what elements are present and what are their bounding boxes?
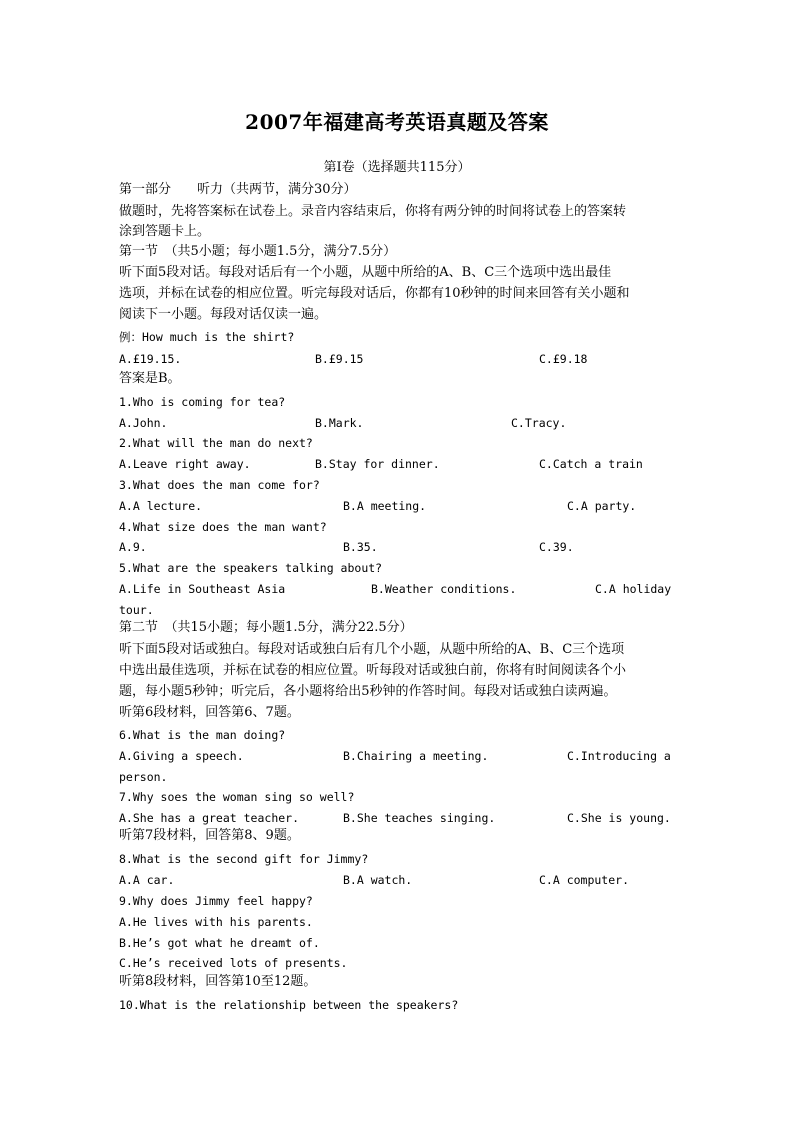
- option-b: B.Chairing a meeting.: [343, 749, 489, 763]
- option-a: A.John.: [119, 416, 168, 430]
- section1-instruction-2: 选项，并标在试卷的相应位置。听完每段对话后，你都有10秒钟的时间来回答有关小题和: [119, 286, 630, 301]
- example-answer: 答案是B。: [119, 371, 181, 386]
- option-c: C.Introducing a: [567, 749, 671, 763]
- question-5-option-c-continued: tour.: [119, 603, 154, 617]
- option-a: A.A lecture.: [119, 499, 203, 513]
- option-a: A.£19.15.: [119, 352, 182, 366]
- option-a: A.A car.: [119, 873, 175, 887]
- question-1: 1.Who is coming for tea?: [119, 395, 286, 409]
- option-a: A.Leave right away.: [119, 457, 251, 471]
- part1-instruction-2: 涂到答题卡上。: [119, 224, 211, 239]
- question-6-option-c-continued: person.: [119, 770, 168, 784]
- question-9: 9.Why does Jimmy feel happy?: [119, 894, 313, 908]
- section2-heading: 第二节 （共15小题；每小题1.5分，满分22.5分）: [119, 620, 413, 635]
- option-c: C.A party.: [567, 499, 637, 513]
- question-5: 5.What are the speakers talking about?: [119, 561, 383, 575]
- question-10: 10.What is the relationship between the speakers?: [119, 998, 459, 1012]
- question-7: 7.Why soes the woman sing so well?: [119, 790, 355, 804]
- option-a: A.Life in Southeast Asia: [119, 582, 286, 596]
- section1-instruction-3: 阅读下一小题。每段对话仅读一遍。: [119, 307, 328, 322]
- option-b: B.A meeting.: [343, 499, 427, 513]
- question-4: 4.What size does the man want?: [119, 520, 327, 534]
- option-b: B.35.: [343, 540, 378, 554]
- page-title: 2007年福建高考英语真题及答案: [245, 110, 549, 134]
- material-6-heading: 听第6段材料，回答第6、7题。: [119, 705, 300, 720]
- section2-instruction-1: 听下面5段对话或独白。每段对话或独白后有几个小题，从题中所给的A、B、C三个选项: [119, 642, 625, 657]
- option-b: B.Weather conditions.: [371, 582, 517, 596]
- part1-heading: 第一部分 听力（共两节，满分30分）: [119, 182, 357, 197]
- part1-instruction-1: 做题时，先将答案标在试卷上。录音内容结束后，你将有两分钟的时间将试卷上的答案转: [119, 204, 627, 219]
- question-8: 8.What is the second gift for Jimmy?: [119, 852, 369, 866]
- question-2: 2.What will the man do next?: [119, 436, 313, 450]
- option-a: A.9.: [119, 540, 147, 554]
- option-c: C.39.: [539, 540, 574, 554]
- option-b: B.Mark.: [315, 416, 364, 430]
- section2-instruction-3: 题，每小题5秒钟；听完后，各小题将给出5秒钟的作答时间。每段对话或独白读两遍。: [119, 684, 617, 699]
- option-c: C.Catch a train: [539, 457, 643, 471]
- option-b: B.Stay for dinner.: [315, 457, 440, 471]
- option-c: C.A holiday: [595, 582, 672, 596]
- example-question: 例：How much is the shirt?: [119, 330, 295, 344]
- option-b: B.£9.15: [315, 352, 364, 366]
- question-3: 3.What does the man come for?: [119, 478, 320, 492]
- question-9-option-b: B.He’s got what he dreamt of.: [119, 936, 320, 950]
- option-c: C.A computer.: [539, 873, 630, 887]
- material-8-heading: 听第8段材料，回答第10至12题。: [119, 974, 317, 989]
- option-b: B.A watch.: [343, 873, 413, 887]
- question-9-option-c: C.He’s received lots of presents.: [119, 956, 348, 970]
- option-c: C.She is young.: [567, 811, 671, 825]
- option-a: A.She has a great teacher.: [119, 811, 300, 825]
- section2-instruction-2: 中选出最佳选项，并标在试卷的相应位置。听每段对话或独白前，你将有时间阅读各个小: [119, 663, 627, 678]
- question-9-option-a: A.He lives with his parents.: [119, 915, 313, 929]
- option-c: C.Tracy.: [511, 416, 567, 430]
- material-7-heading: 听第7段材料，回答第8、9题。: [119, 828, 300, 843]
- section1-instruction-1: 听下面5段对话。每段对话后有一个小题，从题中所给的A、B、C三个选项中选出最佳: [119, 265, 612, 280]
- option-c: C.£9.18: [539, 352, 588, 366]
- option-b: B.She teaches singing.: [343, 811, 496, 825]
- volume-heading: 第Ⅰ卷（选择题共115分）: [323, 160, 471, 175]
- question-6: 6.What is the man doing?: [119, 728, 286, 742]
- option-a: A.Giving a speech.: [119, 749, 244, 763]
- section1-heading: 第一节 （共5小题；每小题1.5分，满分7.5分）: [119, 244, 397, 259]
